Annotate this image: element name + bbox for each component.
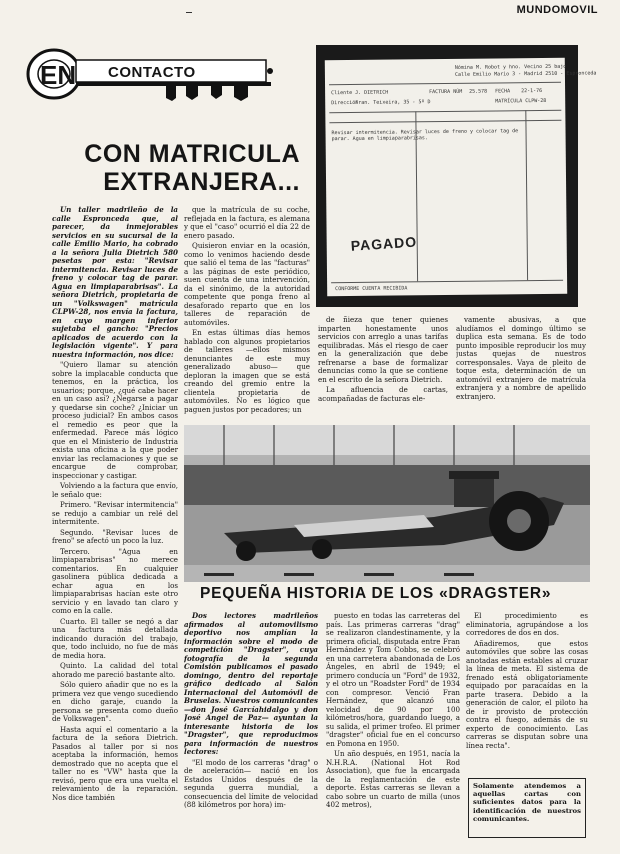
logo-text-contacto: CONTACTO: [108, 64, 196, 81]
paragraph: de ñieza que tener quienes imparten honestamente unos servicios con arreglo a unas tarifas equilibradas. Más el riesgo de caer en la generalización que debe refrenarse a base de formalizar denuncias como la que se contiene en el escrito de la señora Dietrich.: [318, 316, 448, 384]
paragraph: Hasta aquí el comentario a la factura de la señora Dietrich. Pasados al taller por si nos aceptaba la información, hemos demostrado que no acepta que el taller no es "VW" hasta que la revisó, pero que era una vuelta el relevamiento de la reparación. Nos dice también: [52, 724, 178, 802]
section-title: MUNDOMOVIL: [516, 4, 598, 16]
paragraph: vamente abusivas, a que aludíamos el domingo último se duplica esta semana. Es de todo punto imposible reproducir los muy justas quejas de nuestros corresponsales. Vaya de pleito de toque esta, determinación de un automóvil extranjero de matrícula extranjera y a nombre de apellido extranjero.: [456, 316, 586, 401]
invoice-field-address: Fran. Teixeira, 35 - 5º D: [355, 99, 431, 106]
paragraph: Primero. "Revisar intermitencia" se redujo a cambiar un relé del intermitente.: [52, 500, 178, 526]
article2-column-3: [466, 612, 588, 774]
article1-column-2: [184, 206, 310, 421]
invoice-header-2: Calle Emilio Mario 3 - Madrid 2510 - Espronceda: [454, 70, 597, 78]
invoice-paper: [325, 58, 597, 297]
headline-line-1: CON MATRICULA: [84, 140, 300, 168]
paragraph: Volviendo a la factura que envío, le señalo que:: [52, 481, 178, 499]
paragraph: "El modo de los carreras "drag" o de aceleración— nació en los Estados Unidos después de la segunda guerra mundial, a consecuencia del límite de velocidad (88 kilómetros por hora) im-: [184, 757, 318, 809]
invoice-field-label-plate: MATRÍCULA: [495, 98, 523, 105]
headline-line-2: EXTRANJERA...: [103, 168, 300, 196]
logo-text-en: EN: [40, 60, 77, 90]
paragraph: Sólo quiero añadir que no es la primera vez que vengo sucediendo en dicho garaje, cuando la persona se presenta como dueño de Volkswagen".: [52, 680, 178, 723]
invoice-field-client: J. DIETRICH: [355, 89, 389, 96]
paragraph: Quinto. La calidad del total ahorado me pareció bastante alto.: [52, 661, 178, 679]
invoice-stamp: PAGADO: [350, 233, 418, 254]
paragraph: que la matrícula de su coche, reflejada en la factura, es alemana y que el "caso" ocurrió el día 22 de enero pasado.: [184, 206, 310, 240]
invoice-footer: CONFORME CUENTA RECIBIDA: [335, 285, 408, 293]
invoice-field-date: 22-1-76: [521, 87, 543, 95]
paragraph: "Quiero llamar su atención sobre la implacable conducta que tenemos, en la práctica, los usuarios; porque, ¿qué cabe hacer en un caso así? ¿Negarse a pagar y quedarse sin coche? ¿Iniciar un proceso judicial? En ambos casos el remedio es peor que la enfermedad. Parece más lógico que en el Ministerio de Industria exista una oficina a la que poder enviar las reclamaciones y que se encargue de comprobar, inspeccionar y castigar.: [52, 360, 178, 480]
paragraph: Quisieron enviar en la ocasión, como lo venimos haciendo desde que salió el tema de las "facturas" a las páginas de este periódico, suen cuenta de una intervención, da el sinónimo, de la autoridad competente que ponga freno al desaforado reparto que en los talleres de reparación de automóviles.: [184, 241, 310, 327]
article1-column-1: [52, 206, 178, 846]
paragraph: Tercero. "Agua en limpiaparabrisas" no merece comentarios. En cualquier gasolinera pública dedicada a echar agua en los limpiaparabrisas hacían este otro servicio y en lavado tan claro y como en la calle.: [52, 546, 178, 615]
invoice-field-label-address: Dirección: [331, 99, 359, 107]
paragraph: Un año después, en 1951, nacía la N.H.R.A. (National Hot Rod Association), que fue la encargada de la reglamentación de este deporte. Estas carreras se llevan a cabo sobre un cuarto de milla (unos 402 metros),: [326, 749, 460, 809]
invoice-field-label-date: FECHA: [495, 88, 511, 95]
article2-column-1: [184, 612, 318, 848]
invoice-field-label-number: FACTURA NÚM: [429, 88, 463, 96]
article1-column-3: [318, 316, 448, 420]
paragraph: Segundo. "Revisar luces de freno" se afectó un poco la luz.: [52, 527, 178, 545]
invoice-field-label-client: Cliente: [331, 89, 353, 97]
invoice-field-plate: CLPW-28: [525, 97, 547, 105]
top-rule: [186, 12, 192, 13]
paragraph: Añadiremos, que estos automóviles que sobre las cosas anotadas están estables al cruzar la línea de meta. El sistema de frenado está obligatoriamente equipado por paracaídas en la parte trasera. Debido a la generación de calor, el piloto ha de ir provisto de protección contra el fuego, además de su experto de conocimiento. Las carreras se disputan sobre una línea recta".: [466, 638, 588, 750]
headline: [60, 140, 300, 196]
invoice-photo: [316, 45, 597, 307]
dragster-photo: [184, 425, 590, 582]
paragraph: Un taller madrileño de la calle Espronceda que, al parecer, da inmejorables servicios en su sucursal de la calle Emilio Mario, ha cobrado a la señora Julia Dietrich 580 pesetas por esta: "Revisar intermitencia. Revisar luces de freno y colocar tag de parar. Agua en limpiaparabrisas". La señora Dietrich, propietaria de un "Volkswagen" matrícula CLPW-28, nos envía la factura, en cuyo margen inferior sujetaba el gancho: "Precios aplicados de acuerdo con la legislación vigente". Y para nuestra información, nos dice:: [52, 206, 178, 359]
invoice-field-number: 25.578: [469, 88, 488, 95]
paragraph: puesto en todas las carreteras del país. Las primeras carreras "drag" se realizaron clandestinamente, y la primera oficial, disputada entre Fran Hernández y Tom Cobbs, se celebró en una carretera abandonada de Los Ángeles, en abril de 1949; el primero conducía un "Ford" de 1932, y el otro un "Roadster Ford" de 1934 con compresor. Venció Fran Hernández, que alcanzó una velocidad de 90 por 100 kilómetros/hora, guardando luego, a su salida, el primer trofeo. El primer "dragster" oficial fue en el concurso en Pomona en 1950.: [326, 612, 460, 748]
paragraph: Dos lectores madrileños afirmados al automovilismo deportivo nos amplían la información sobre el modo de competición "Dragster", cuya fotografía de la segunda Comisión publicamos el pasado domingo, dentro del reportaje gráfico dedicado al Salón Internacional del Automóvil de Bruselas. Nuestros comunicantes —don José Garcíahidalgo y don José Angel de Paz— ayuntan la interesante historia de los "Dragster", que reproducimos para información de nuestros lectores:: [184, 612, 318, 756]
article2-column-2: [326, 612, 460, 848]
invoice-header-1: Nómina M. Robot y hno. Vecino 25 bajo: [454, 63, 567, 71]
paragraph: La afluencia de cartas, acompañadas de facturas ele-: [318, 385, 448, 403]
paragraph: El procedimiento es eliminatoria, agrupándose a los corredores de dos en dos.: [466, 612, 588, 637]
paragraph: En estas últimas días hemos hablado con algunos propietarios de talleres —ellos mismos denunciantes de este muy generalizado abuso— que deploran la imagen que se está creando del gremio entre la clientela propietaria de automóviles. No es lógico que paguen justos por pecadores; un: [184, 328, 310, 414]
paragraph: Cuarto. El taller se negó a dar una factura más detallada indicando duración del trabajo, que, todo incluido, no fue de más de media hora.: [52, 616, 178, 660]
dragster-subhead: PEQUEÑA HISTORIA DE LOS «DRAGSTER»: [200, 585, 552, 602]
en-contacto-key-logo: [26, 46, 276, 106]
invoice-line-items: Revisar intermitencia. Revisar luces de freno y colocar tag de parar. Agua en limpiaparabrisas.: [331, 128, 519, 143]
reader-letters-note: Solamente atendemos a aquellas cartas con suficientes datos para la identificación de nuestros comunicantes.: [468, 778, 586, 838]
article1-column-4: [456, 316, 586, 420]
